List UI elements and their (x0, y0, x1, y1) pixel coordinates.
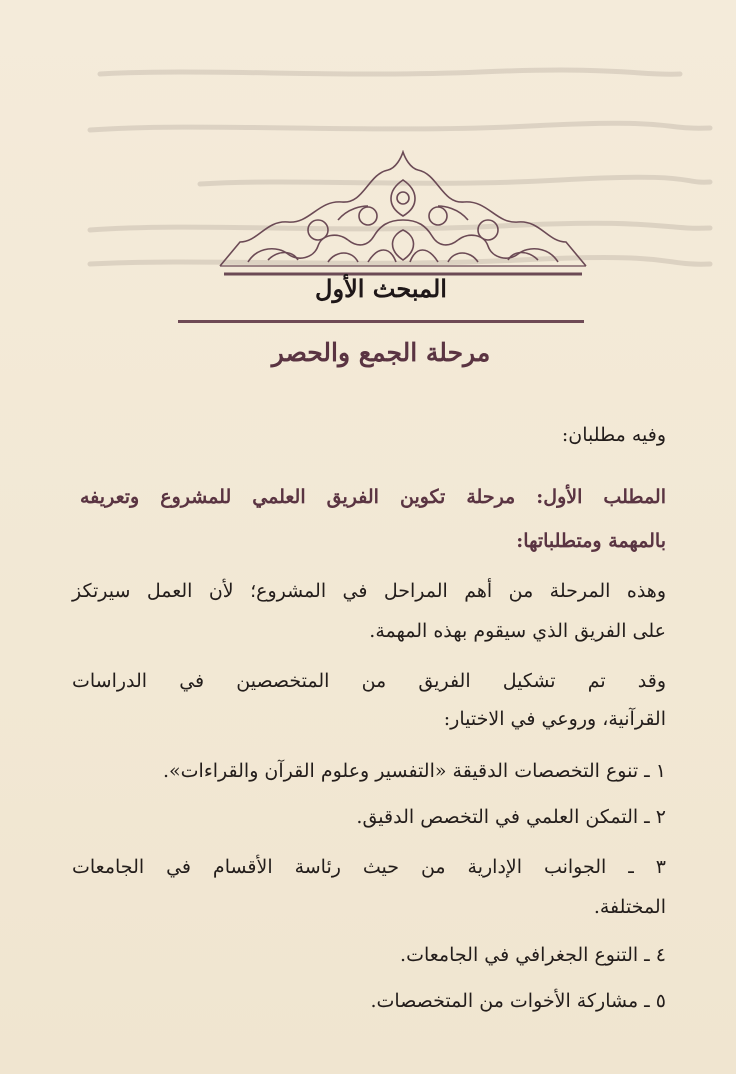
paragraph-2-line-1: وقد تم تشكيل الفريق من المتخصصين في الدراسات (72, 670, 666, 692)
intro-text: وفيه مطلبان: (561, 424, 666, 446)
heading-divider (178, 320, 584, 323)
arabesque-ornament (218, 150, 588, 280)
chapter-subtitle: مرحلة الجمع والحصر (271, 338, 491, 367)
chapter-heading: المبحث الأول (315, 274, 447, 303)
section-title-line-2: بالمهمة ومتطلباتها: (516, 530, 666, 552)
paragraph-1-line-2: على الفريق الذي سيقوم بهذه المهمة. (369, 620, 666, 642)
criteria-item-2: ٢ ـ التمكن العلمي في التخصص الدقيق. (356, 806, 666, 828)
section-title-line-1: المطلب الأول: مرحلة تكوين الفريق العلمي للمشروع وتعريفه (80, 486, 666, 508)
paragraph-2-line-2: القرآنية، وروعي في الاختيار: (443, 708, 666, 730)
criteria-item-3-continued: المختلفة. (593, 896, 666, 918)
criteria-item-1: ١ ـ تنوع التخصصات الدقيقة «التفسير وعلوم القرآن والقراءات». (163, 760, 666, 782)
criteria-item-4: ٤ ـ التنوع الجغرافي في الجامعات. (400, 944, 666, 966)
criteria-item-5: ٥ ـ مشاركة الأخوات من المتخصصات. (370, 990, 666, 1012)
criteria-item-3: ٣ ـ الجوانب الإدارية من حيث رئاسة الأقسام في الجامعات (72, 856, 666, 878)
paragraph-1-line-1: وهذه المرحلة من أهم المراحل في المشروع؛ لأن العمل سيرتكز (72, 580, 666, 602)
